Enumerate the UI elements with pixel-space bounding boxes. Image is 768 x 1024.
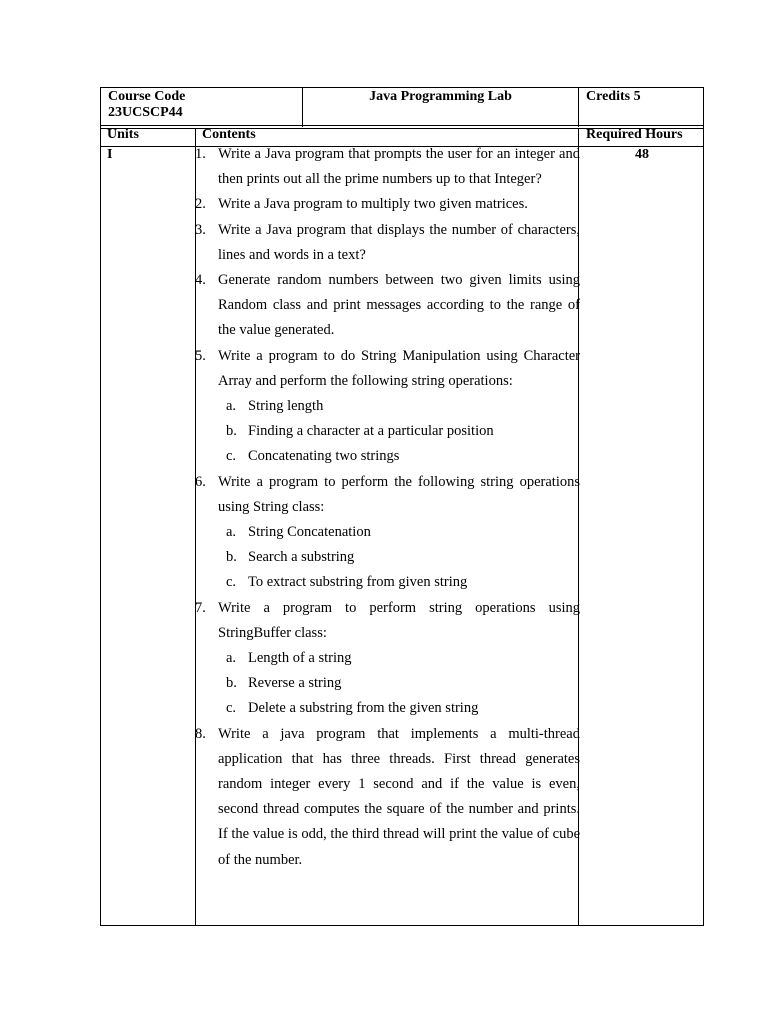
list-item bbox=[195, 218, 580, 268]
item-text: Write a Java program to multiply two given matrices. bbox=[218, 196, 528, 213]
sub-item-text: Search a substring bbox=[248, 549, 355, 566]
sub-list bbox=[195, 646, 580, 722]
sub-item-text: String length bbox=[248, 398, 324, 415]
table-bottom-rule bbox=[100, 925, 704, 926]
item-number: 3. bbox=[195, 221, 206, 238]
course-code-cell bbox=[101, 88, 303, 127]
table-left-border bbox=[100, 125, 101, 926]
sub-item-letter: c. bbox=[226, 700, 237, 717]
sub-item-letter: b. bbox=[226, 423, 237, 440]
unit-number: I bbox=[107, 147, 113, 162]
item-number: 7. bbox=[195, 599, 206, 616]
item-text: Generate random numbers between two given limits using Random class and print messages according to the range of the value generated. bbox=[218, 272, 580, 339]
item-number: 6. bbox=[195, 473, 206, 490]
list-item bbox=[195, 344, 580, 470]
credits: Credits 5 bbox=[586, 89, 641, 104]
sub-item-text: String Concatenation bbox=[248, 524, 371, 541]
sub-item-text: Reverse a string bbox=[248, 675, 342, 692]
contents-column-header: Contents bbox=[202, 127, 256, 142]
sub-item-text: To extract substring from given string bbox=[248, 574, 468, 591]
contents-list bbox=[195, 142, 580, 873]
sub-list-item bbox=[195, 444, 580, 469]
sub-item-text: Concatenating two strings bbox=[248, 448, 400, 465]
sub-list-item bbox=[195, 646, 580, 671]
sub-list-item bbox=[195, 671, 580, 696]
sub-item-letter: b. bbox=[226, 549, 237, 566]
sub-item-text: Delete a substring from the given string bbox=[248, 700, 479, 717]
sub-list-item bbox=[195, 696, 580, 721]
course-header-row bbox=[100, 87, 704, 127]
sub-list-item bbox=[195, 570, 580, 595]
units-column-header: Units bbox=[107, 127, 139, 142]
sub-item-letter: a. bbox=[226, 398, 237, 415]
sub-list-item bbox=[195, 520, 580, 545]
item-number: 5. bbox=[195, 347, 206, 364]
sub-item-letter: a. bbox=[226, 524, 237, 541]
sub-item-letter: b. bbox=[226, 675, 237, 692]
course-code-label: Course Code bbox=[108, 89, 186, 104]
course-code: 23UCSCP44 bbox=[108, 105, 183, 120]
hours-column-header: Required Hours bbox=[586, 127, 683, 142]
item-number: 2. bbox=[195, 196, 206, 213]
list-item bbox=[195, 192, 580, 217]
item-text: Write a program to perform string operations using StringBuffer class: bbox=[218, 599, 580, 641]
sub-item-letter: a. bbox=[226, 650, 237, 667]
list-item bbox=[195, 722, 580, 873]
sub-item-text: Finding a character at a particular position bbox=[248, 423, 494, 440]
sub-item-letter: c. bbox=[226, 574, 237, 591]
course-title: Java Programming Lab bbox=[303, 88, 579, 127]
item-text: Write a Java program that displays the number of characters, lines and words in a text? bbox=[218, 221, 580, 263]
sub-item-letter: c. bbox=[226, 448, 237, 465]
sub-item-text: Length of a string bbox=[248, 650, 352, 667]
sub-list-item bbox=[195, 419, 580, 444]
list-item bbox=[195, 470, 580, 596]
sub-list-item bbox=[195, 545, 580, 570]
header-rule-top bbox=[100, 125, 704, 126]
item-text: Write a program to do String Manipulation using Character Array and perform the following string operations: bbox=[218, 347, 580, 389]
required-hours: 48 bbox=[635, 147, 649, 162]
list-item bbox=[195, 142, 580, 192]
item-text: Write a program to perform the following string operations using String class: bbox=[218, 473, 580, 515]
item-text: Write a java program that implements a multi-thread application that has three threads. First thread generates random integer every 1 second and if the value is even, second thread computes the square of the number and prints. If the value is odd, the third thread will print the value of cube of the number. bbox=[218, 725, 580, 868]
item-number: 4. bbox=[195, 272, 206, 289]
list-item bbox=[195, 268, 580, 344]
item-number: 8. bbox=[195, 725, 206, 742]
sub-list bbox=[195, 520, 580, 596]
sub-list bbox=[195, 394, 580, 470]
table-right-border bbox=[703, 125, 704, 926]
item-text: Write a Java program that prompts the user for an integer and then prints out all the prime numbers up to that Integer? bbox=[218, 146, 580, 188]
item-number: 1. bbox=[195, 146, 206, 162]
sub-list-item bbox=[195, 394, 580, 419]
list-item bbox=[195, 596, 580, 722]
